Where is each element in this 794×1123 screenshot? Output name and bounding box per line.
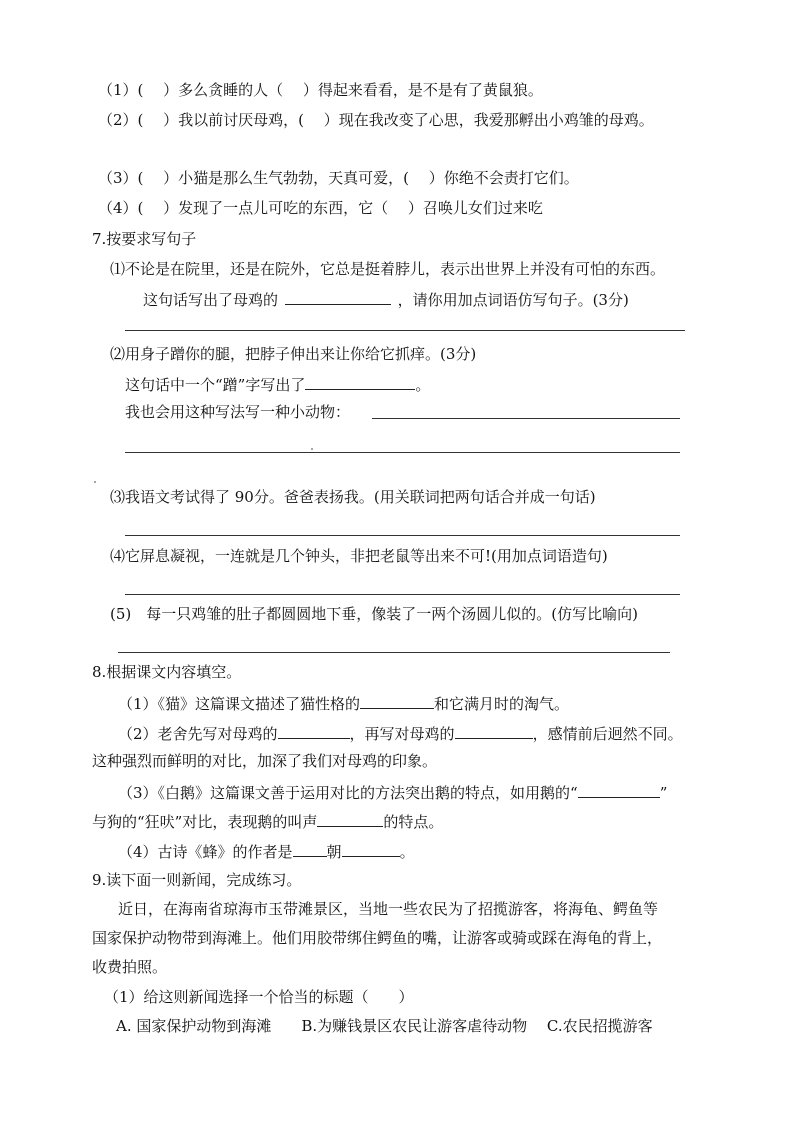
q9-news-line-2: 国家保护动物带到海滩上。他们用胶带绑住鳄鱼的嘴，让游客或骑或踩在海龟的背上， [92, 929, 663, 947]
q8-i3-c: 与狗的“狂吠”对比，表现鹅的叫声 [92, 813, 318, 831]
q6-item-1: （1）( ）多么贪睡的人（ ）得起来看看，是不是有了黄鼠狼。 [98, 81, 543, 99]
q6-item-3: （3）( ）小猫是那么生气勃勃，天真可爱，( ）你绝不会责打它们。 [98, 169, 579, 187]
q7-sentence-1-prompt [143, 288, 629, 310]
q8-i3-b: ” [659, 784, 668, 802]
q7-sentence-2: ⑵用身子蹭你的腿，把脖子伸出来让你给它抓痒。(3分) [110, 345, 477, 363]
q8-item-3-line-2 [92, 810, 443, 832]
scan-dot [311, 448, 313, 450]
scan-dot [94, 481, 96, 483]
q8-item-3 [118, 781, 667, 803]
q7-s1-prompt-a: 这句话写出了母鸡的 [143, 291, 279, 309]
q8-i3-d: 的特点。 [383, 813, 444, 831]
q8-i2-a: （2）老舍先写对母鸡的 [118, 725, 278, 743]
q8-i4-blank-2[interactable] [342, 840, 400, 857]
q8-i4-a: （4）古诗《蜂》的作者是 [118, 843, 293, 861]
q7-s2-blank[interactable] [305, 373, 415, 390]
q8-i4-c: 。 [399, 843, 415, 861]
q8-heading: 8.根据课文内容填空。 [92, 663, 242, 681]
q8-i2-blank-2[interactable] [455, 722, 533, 739]
q7-s2-answer-line-2[interactable] [125, 452, 680, 453]
q7-sentence-3: ⑶我语文考试得了 90分。爸爸表扬我。(用关联词把两句话合并成一句话) [110, 488, 596, 506]
q8-item-2-line-2: 这种强烈而鲜明的对比，加深了我们对母鸡的印象。 [92, 752, 438, 770]
q8-i4-blank-1[interactable] [293, 840, 327, 857]
q8-item-4 [118, 840, 415, 862]
q8-i3-blank-2[interactable] [317, 810, 383, 827]
q8-item-2 [118, 722, 683, 744]
q8-i3-a: （3）《白鹅》这篇课文善于运用对比的方法突出鹅的特点，如用鹅的“ [118, 784, 578, 802]
q8-i1-a: （1）《猫》这篇课文描述了猫性格的 [118, 695, 361, 713]
q7-sentence-4: ⑷它屏息凝视，一连就是几个钟头，非把老鼠等出来不可!(用加点词语造句) [110, 547, 608, 565]
q9-options: A. 国家保护动物到海滩 B.为赚钱景区农民让游客虐待动物 C.农民招揽游客 [116, 1017, 653, 1035]
q7-s4-answer-line[interactable] [125, 594, 680, 595]
q7-s2-prompt-a: 这句话中一个“蹭”字写出了 [125, 376, 306, 394]
q9-news-line-3: 收费拍照。 [92, 958, 168, 976]
q7-sentence-2-prompt [125, 373, 430, 395]
q8-i2-b: ，再写对母鸡的 [349, 725, 455, 743]
q8-item-1 [118, 692, 569, 714]
q7-s2-prompt-b: 。 [415, 376, 431, 394]
q9-heading: 9.读下面一则新闻，完成练习。 [92, 871, 302, 889]
q9-news-line-1: 近日，在海南省琼海市玉带滩景区，当地一些农民为了招揽游客，将海龟、鳄鱼等 [118, 900, 659, 918]
q8-i2-c: ，感情前后迥然不同。 [532, 725, 683, 743]
q7-s2-answer-line-1[interactable] [372, 418, 680, 419]
q8-i1-b: 和它满月时的淘气。 [434, 695, 570, 713]
q7-sentence-2-task: 我也会用这种写法写一种小动物： [125, 403, 351, 421]
q6-item-4: （4）( ）发现了一点儿可吃的东西，它（ ）召唤儿女们过来吃 [98, 199, 543, 217]
q7-heading: 7.按要求写句子 [92, 230, 197, 248]
q7-s5-answer-line[interactable] [118, 652, 670, 653]
q7-s1-prompt-b: ，请你用加点词语仿写句子。(3分) [397, 291, 629, 309]
q7-sentence-5: (5) 每一只鸡雏的肚子都圆圆地下垂，像装了一两个汤圆儿似的。(仿写比喻向) [110, 605, 638, 623]
q9-sub-question-1: （1）给这则新闻选择一个恰当的标题（ ） [104, 988, 414, 1006]
q7-s3-answer-line[interactable] [125, 535, 680, 536]
q7-s1-answer-line[interactable] [125, 330, 685, 331]
q8-i3-blank-1[interactable] [578, 781, 660, 798]
q6-item-2: （2）( ）我以前讨厌母鸡，( ）现在我改变了心思，我爱那孵出小鸡雏的母鸡。 [98, 111, 654, 129]
q8-i2-blank-1[interactable] [278, 722, 350, 739]
q8-i4-b: 朝 [326, 843, 342, 861]
q7-sentence-1: ⑴不论是在院里，还是在院外，它总是挺着脖儿，表示出世界上并没有可怕的东西。 [110, 260, 666, 278]
q7-s1-blank[interactable] [285, 288, 391, 305]
q8-i1-blank[interactable] [360, 692, 434, 709]
